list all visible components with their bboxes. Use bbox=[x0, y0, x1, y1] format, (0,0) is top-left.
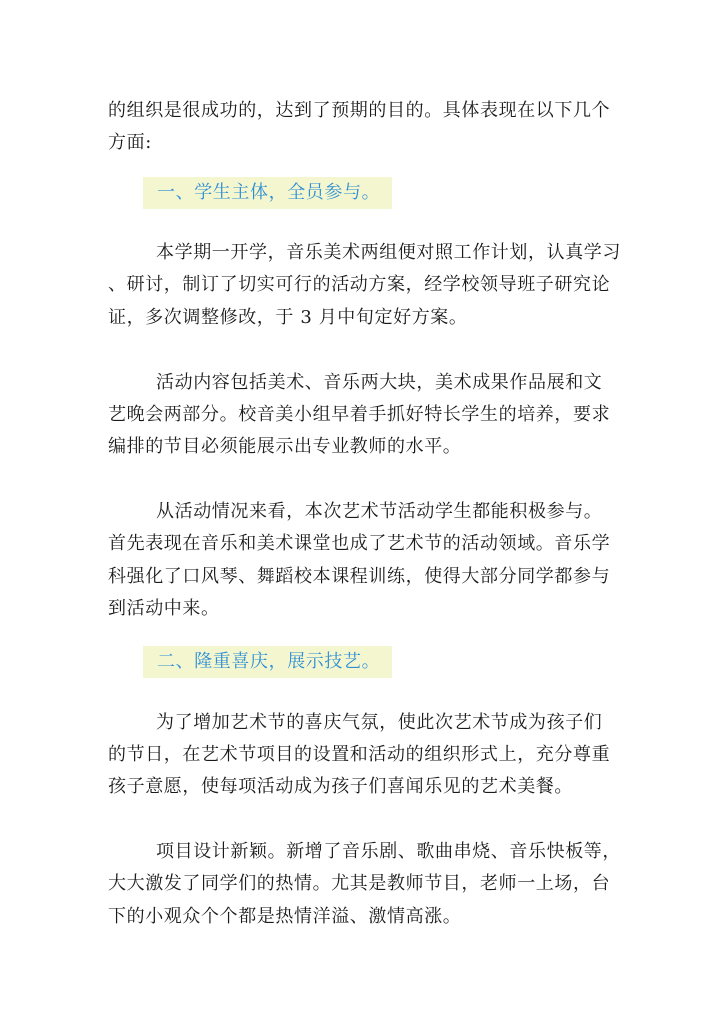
text-line: 为了增加艺术节的喜庆气氛，使此次艺术节成为孩子们 bbox=[156, 712, 603, 733]
text-line: 大大激发了同学们的热情。尤其是教师节目，老师一上场，台 bbox=[108, 873, 611, 894]
text-line: 编排的节目必须能展示出专业教师的水平。 bbox=[108, 436, 462, 457]
text-line: 的组织是很成功的，达到了预期的目的。具体表现在以下几个 bbox=[108, 100, 611, 121]
text-line: 首先表现在音乐和美术课堂也成了艺术节的活动领域。音乐学 bbox=[108, 533, 611, 554]
text-line: 本学期一开学，音乐美术两组便对照工作计划，认真学习 bbox=[156, 242, 621, 263]
text-line: 的节日，在艺术节项目的设置和活动的组织形式上，充分尊重 bbox=[108, 744, 611, 765]
text-line: 、研讨，制订了切实可行的活动方案，经学校领导班子研究论 bbox=[108, 274, 611, 295]
text-line: 项目设计新颖。新增了音乐剧、歌曲串烧、音乐快板等， bbox=[156, 841, 621, 862]
text-line: 方面: bbox=[108, 132, 152, 153]
text-line: 证，多次调整修改，于 3 月中旬定好方案。 bbox=[108, 307, 468, 328]
text-line: 科强化了口风琴、舞蹈校本课程训练，使得大部分同学都参与 bbox=[108, 566, 611, 587]
text-line: 孩子意愿，使每项活动成为孩子们喜闻乐见的艺术美餐。 bbox=[108, 776, 573, 797]
text-line: 下的小观众个个都是热情洋溢、激情高涨。 bbox=[108, 906, 462, 927]
text-line: 活动内容包括美术、音乐两大块，美术成果作品展和文 bbox=[156, 372, 603, 393]
text-line: 从活动情况来看，本次艺术节活动学生都能积极参与。 bbox=[156, 501, 603, 522]
section-heading-1: 一、学生主体，全员参与。 bbox=[143, 177, 392, 209]
section-heading-2: 二、隆重喜庆，展示技艺。 bbox=[143, 646, 392, 678]
text-line: 到活动中来。 bbox=[108, 598, 220, 619]
text-line: 艺晚会两部分。校音美小组早着手抓好特长学生的培养，要求 bbox=[108, 404, 611, 425]
